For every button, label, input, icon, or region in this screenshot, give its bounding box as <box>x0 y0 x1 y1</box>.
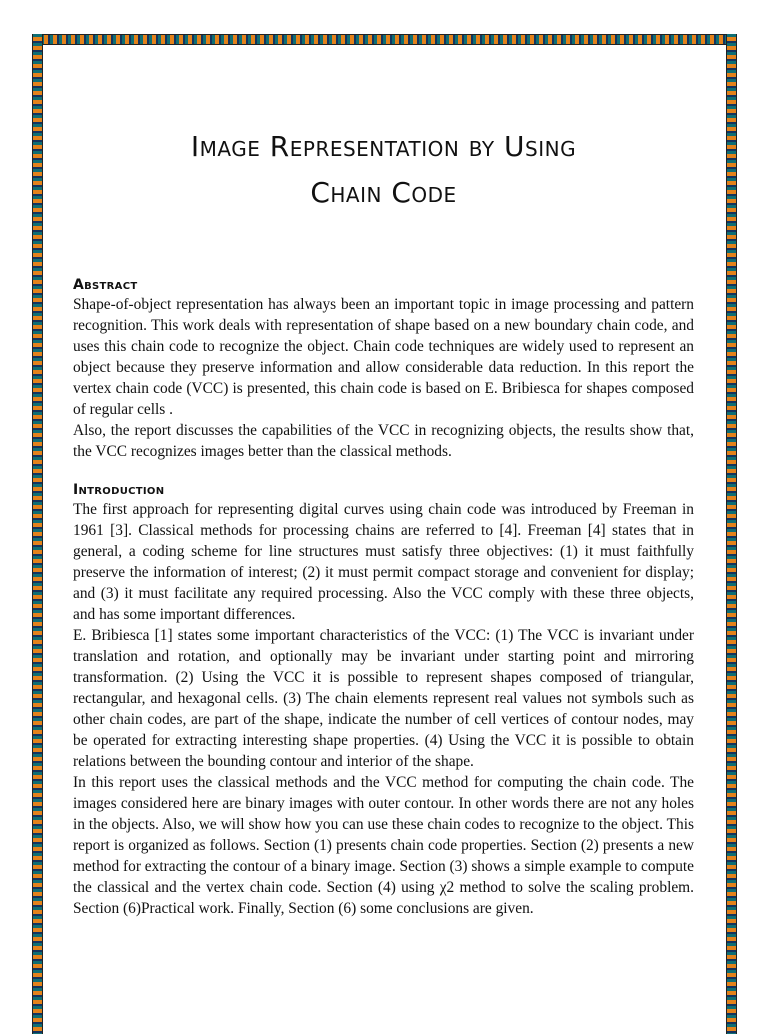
document-body <box>73 120 694 919</box>
decorative-border-right <box>726 34 737 1034</box>
document-title <box>73 124 694 216</box>
title-line-2: Chain Code <box>310 176 457 209</box>
abstract-heading: Abstract <box>73 277 138 293</box>
decorative-border-left <box>32 34 43 1034</box>
abstract-paragraph-1: Shape-of-object representation has always been an important topic in image processing and pattern recognition. This work deals with representation of shape based on a new boundary chain code, and uses this chain code to recognize the object. Chain code techniques are widely used to represent an object because they preserve information and allow considerable data reduction. In this report the vertex chain code (VCC) is presented, this chain code is based on E. Bribiesca for shapes composed of regular cells . <box>73 296 694 418</box>
introduction-paragraph-2: E. Bribiesca [1] states some important characteristics of the VCC: (1) The VCC is invariant under translation and rotation, and optionally may be invariant under starting point and mirroring transformation. (2) Using the VCC it is possible to represent shapes composed of triangular, rectangular, and hexagonal cells. (3) The chain elements represent real values not symbols such as other chain codes, are part of the shape, indicate the number of cell vertices of contour nodes, may be operated for extracting interesting shape properties. (4) Using the VCC it is possible to obtain relations between the bounding contour and interior of the shape. <box>73 627 694 770</box>
decorative-border-top <box>32 34 736 45</box>
introduction-paragraph-3: In this report uses the classical methods and the VCC method for computing the chain code. The images considered here are binary images with outer contour. In other words there are not any holes in the objects. Also, we will show how you can use these chain codes to recognize to the object. This report is organized as follows. Section (1) presents chain code properties. Section (2) presents a new method for extracting the contour of a binary image. Section (3) shows a simple example to compute the classical and the vertex chain code. Section (4) using χ2 method to solve the scaling problem. Section (6)Practical work. Finally, Section (6) some conclusions are given. <box>73 774 695 917</box>
title-line-1: Image Representation by Using <box>190 130 577 163</box>
abstract-paragraph-2: Also, the report discusses the capabilities of the VCC in recognizing objects, the results show that, the VCC recognizes images better than the classical methods. <box>73 422 694 460</box>
introduction-heading: Introduction <box>73 482 165 498</box>
introduction-paragraph-1: The first approach for representing digital curves using chain code was introduced by Freeman in 1961 [3]. Classical methods for processing chains are referred to [4]. Freeman [4] states that in general, a coding scheme for line structures must satisfy three objectives: (1) it must faithfully preserve the information of interest; (2) it must permit compact storage and convenient for display; and (3) it must facilitate any required processing. Also the VCC comply with these three objects, and has some important differences. <box>73 501 694 623</box>
